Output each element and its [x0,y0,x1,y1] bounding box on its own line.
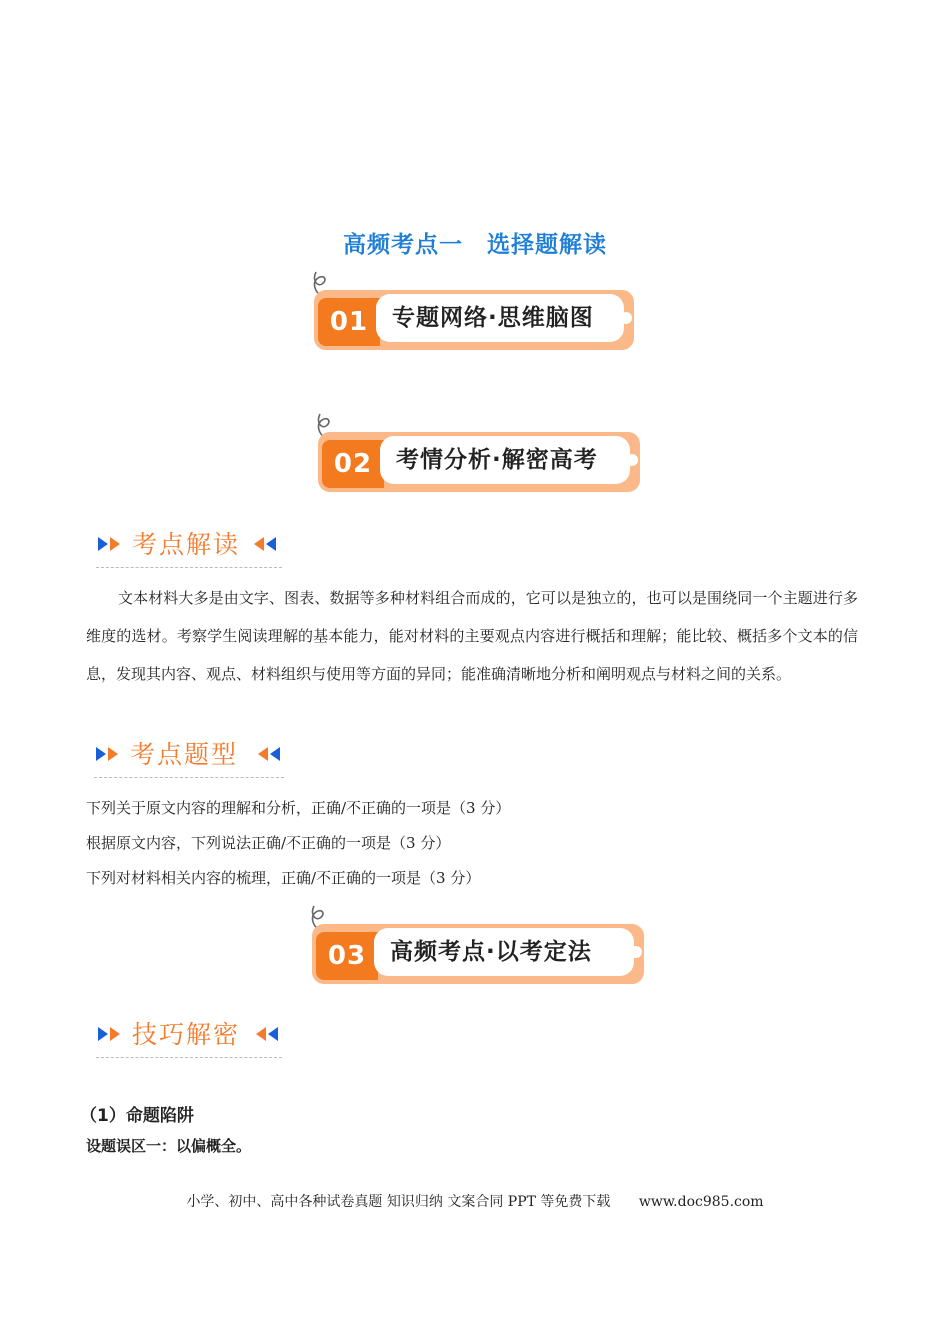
double-arrow-right-icon [96,1025,124,1043]
subheading-label: 考点解读 [132,530,241,559]
body-paragraph: 文本材料大多是由文字、图表、数据等多种材料组合而成的，它可以是独立的，也可以是围绕同一个主题进行多维度的选材。考察学生阅读理解的基本能力，能对材料的主要观点内容进行概括和理解；能比较、概括多个文本的信息，发现其内容、观点、材料组织与使用等方面的异同；能准确清晰地分析和阐明观点与材料之间的关系。 [86,589,858,683]
banner-notch [626,454,638,466]
banner-number: 01 [318,298,380,346]
banner-notch [620,312,632,324]
banner-label: 专题网络·思维脑图 [376,294,624,342]
dashed-divider [96,567,282,568]
subheading-kaodian-jiedu [96,525,286,567]
banner-notch [630,946,642,958]
subheading-kaodian-tixing [94,735,286,777]
footer [0,1191,950,1211]
double-arrow-left-icon [254,1025,282,1043]
section-banner-02 [318,432,640,492]
footer-url[interactable]: www.doc985.com [638,1194,764,1210]
footer-text: 小学、初中、高中各种试卷真题 知识归纳 文案合同 PPT 等免费下载 [186,1194,611,1210]
section-banner-03 [312,924,644,984]
trap-item: 设题误区一：以偏概全。 [86,1137,252,1155]
double-arrow-right-icon [94,745,122,763]
dashed-divider [94,777,284,778]
question-type-3: 下列对材料相关内容的梳理，正确/不正确的一项是（3 分） [86,869,481,887]
double-arrow-left-icon [256,745,284,763]
subheading-label: 考点题型 [130,740,239,769]
section-banner-01 [314,290,634,350]
double-arrow-left-icon [252,535,280,553]
page-title: 高频考点一 选择题解读 [343,232,607,258]
dashed-divider [96,1057,282,1058]
question-type-2: 根据原文内容，下列说法正确/不正确的一项是（3 分） [86,834,451,852]
trap-heading: （1）命题陷阱 [80,1106,194,1126]
banner-label: 高频考点·以考定法 [374,928,634,976]
banner-number: 02 [322,440,384,488]
question-type-1: 下列关于原文内容的理解和分析，正确/不正确的一项是（3 分） [86,799,511,817]
subheading-label: 技巧解密 [132,1020,241,1049]
banner-number: 03 [316,932,378,980]
banner-label: 考情分析·解密高考 [380,436,630,484]
subheading-jiqiao-jiemi [96,1015,286,1057]
double-arrow-right-icon [96,535,124,553]
